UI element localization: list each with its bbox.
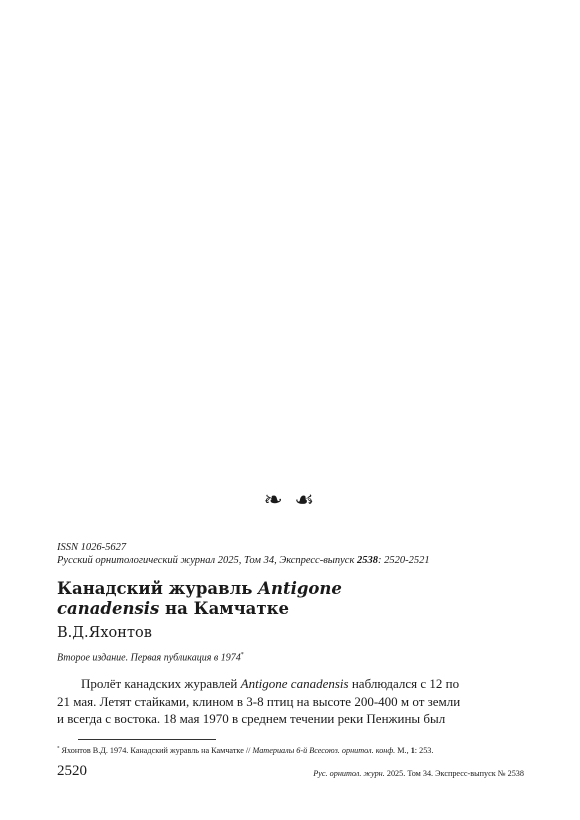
edition-text: Второе издание. Первая публикация в 1974 (57, 652, 241, 664)
body-line-3: и всегда с востока. 18 мая 1970 в среднем течении реки Пенжины был (57, 711, 446, 726)
body-line-1-end: наблюдался с 12 по (348, 676, 460, 691)
body-line-1 (57, 675, 525, 693)
running-details: 2025. Том 34. Экспресс-выпуск № 2538 (384, 769, 524, 778)
title-latin-species: canadensis (57, 599, 160, 618)
footnote-page: : 253. (414, 746, 434, 755)
footnote-mark-ref: * (57, 746, 60, 752)
article-title (57, 579, 527, 619)
running-journal: Рус. орнитол. журн. (313, 769, 385, 778)
title-part-2: на Камчатке (159, 599, 290, 618)
issn: ISSN 1026-5627 (57, 542, 127, 553)
body-paragraph (57, 675, 525, 728)
footnote-mark: * (240, 652, 244, 658)
title-latin-genus: Antigone (258, 579, 342, 598)
author: В.Д.Яхонтов (57, 625, 152, 641)
ornament-right-icon: ☙ (294, 488, 317, 513)
footnote-volume: 1 (410, 746, 415, 755)
footnote (57, 746, 433, 755)
ornament-left-icon: ❧ (263, 488, 285, 513)
body-line-1-text: Пролёт канадских журавлей (81, 676, 241, 691)
edition-note (57, 652, 244, 663)
journal-prefix: Русский орнитологический журнал 2025, Том 34, Экспресс-выпуск (57, 555, 357, 566)
page-range: : 2520-2521 (378, 555, 430, 566)
page-number: 2520 (57, 763, 87, 779)
journal-citation (57, 555, 430, 566)
title-part-1: Канадский журавль (57, 579, 259, 598)
footnote-divider (78, 739, 216, 740)
body-line-1-latin: Antigone canadensis (240, 676, 349, 691)
ornament-dingbats (0, 488, 580, 513)
body-line-2: 21 мая. Летят стайками, клином в 3-8 птиц на высоте 200-400 м от земли (57, 693, 461, 709)
footnote-city: М., (395, 746, 411, 755)
footnote-source: Материалы 6-й Всесоюз. орнитол. конф. (252, 746, 396, 755)
issue-number: 2538 (357, 555, 378, 566)
footnote-text: Яхонтов В.Д. 1974. Канадский журавль на Камчатке // (59, 746, 253, 755)
running-footer (313, 769, 524, 778)
